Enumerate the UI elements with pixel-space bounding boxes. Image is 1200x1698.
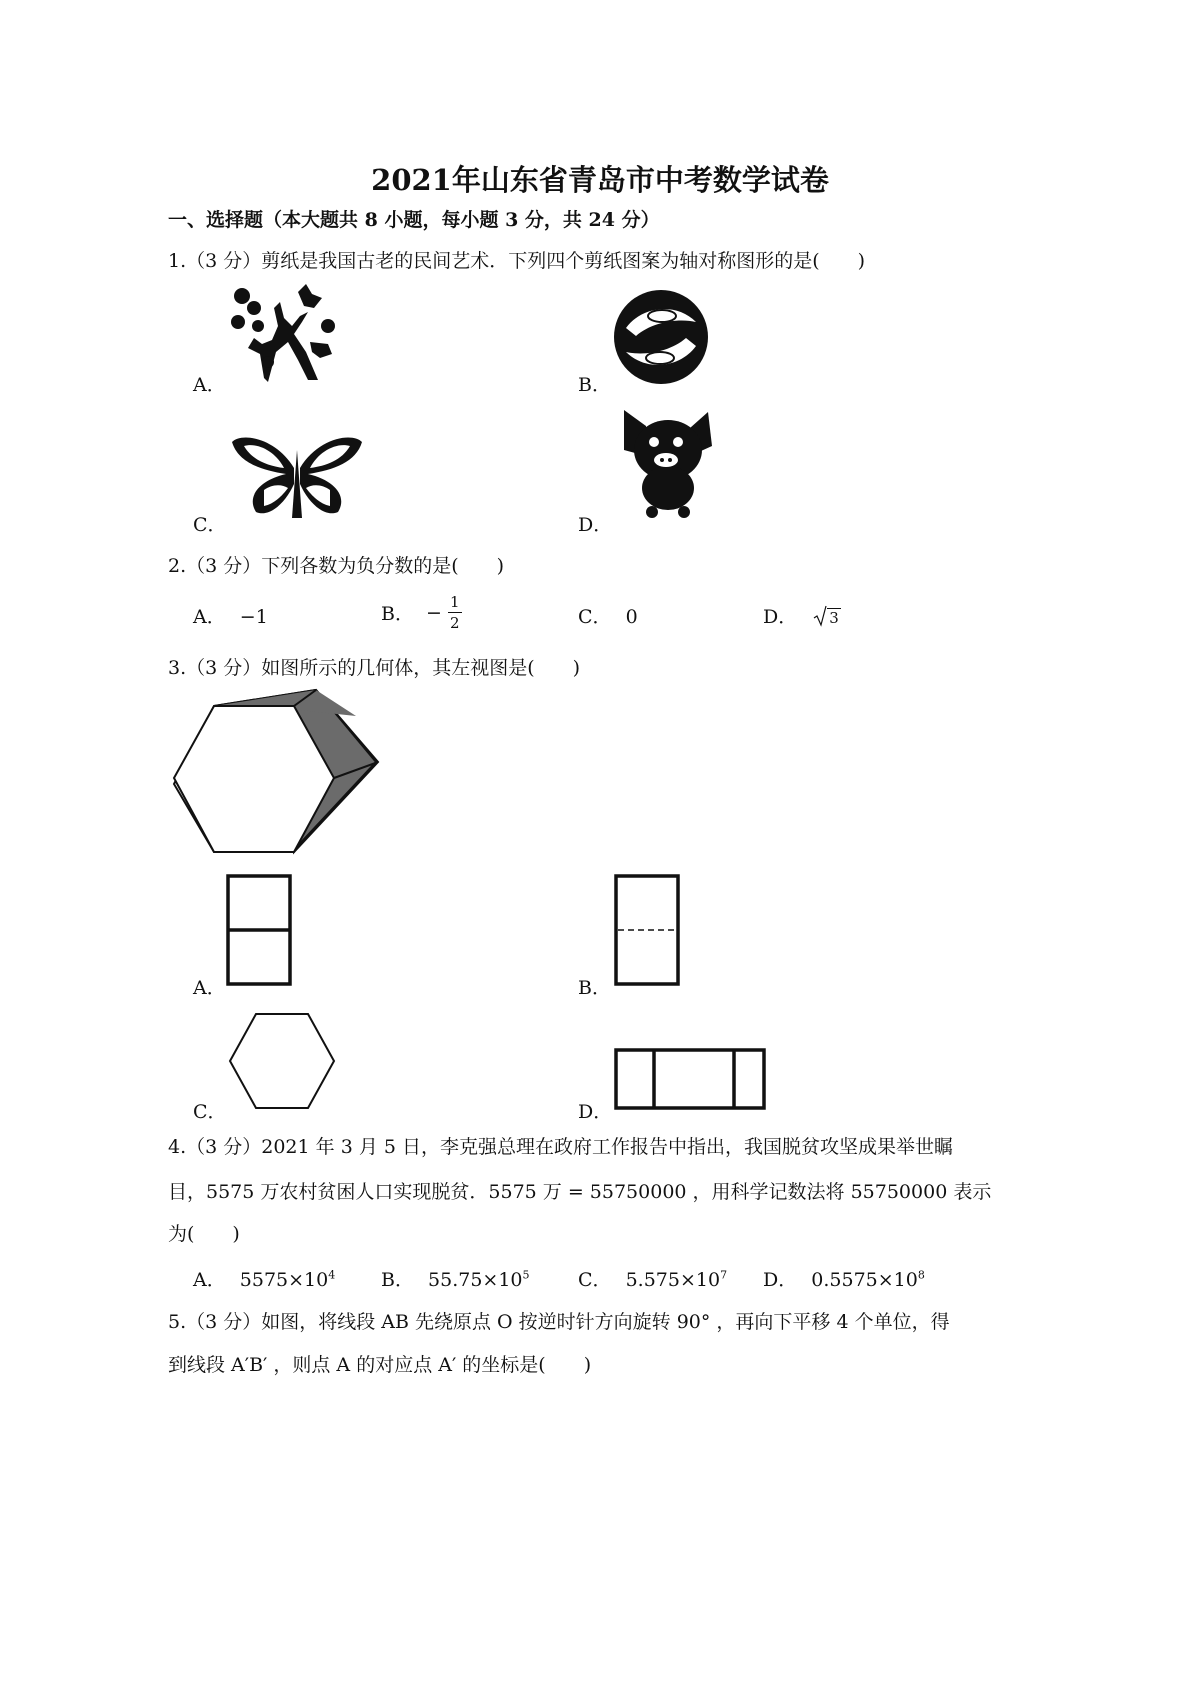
- q4-option-b-exponent: 5: [522, 1268, 530, 1282]
- q4-option-d-exponent: 8: [917, 1268, 925, 1282]
- q2-option-a-value: −1: [239, 606, 268, 628]
- view-c-hexagon: [228, 1012, 336, 1110]
- fraction-denominator: 2: [449, 614, 460, 632]
- q3-option-b-label: B．: [578, 977, 611, 999]
- q2-option-d-radicand: 3: [829, 609, 839, 627]
- q4-option-a-exponent: 4: [328, 1268, 336, 1282]
- q3-option-d-label: D．: [578, 1101, 613, 1123]
- question-1-stem: 1.（3 分）剪纸是我国古老的民间艺术．下列四个剪纸图案为轴对称图形的是( ): [168, 250, 866, 272]
- q2-option-a: [193, 602, 268, 629]
- q3-option-c-label: C．: [193, 1101, 227, 1123]
- q4-option-d: [763, 1265, 925, 1292]
- question-4-line-3: 为( ): [168, 1223, 240, 1245]
- q2-option-d-label: D．: [763, 606, 798, 628]
- section-heading: 一、选择题（本大题共 8 小题，每小题 3 分，共 24 分）: [168, 209, 660, 231]
- q2-option-b-sign: −: [426, 601, 442, 624]
- papercut-fish-circle-image: [612, 288, 710, 386]
- q4-option-b: [381, 1265, 530, 1292]
- q4-option-a: [193, 1265, 335, 1292]
- papercut-pig-image: [616, 406, 718, 518]
- question-5-line-2: 到线段 A′B′ ，则点 A 的对应点 A′ 的坐标是( ): [168, 1354, 592, 1376]
- sqrt-radical-icon: [813, 605, 827, 627]
- q1-option-c-label: C．: [193, 514, 227, 536]
- q2-option-b: [381, 592, 462, 633]
- q1-option-d-label: D．: [578, 514, 613, 536]
- q4-option-b-label: B．: [381, 1269, 414, 1291]
- q2-option-c: [578, 602, 638, 629]
- q1-option-a-label: A．: [193, 374, 226, 396]
- q4-option-d-label: D．: [763, 1269, 798, 1291]
- q2-option-b-label: B．: [381, 603, 414, 625]
- page-title: 2021年山东省青岛市中考数学试卷: [371, 163, 829, 197]
- q4-option-a-base: 5575×10: [239, 1269, 329, 1291]
- q2-option-a-label: A．: [193, 606, 226, 628]
- q1-option-b-label: B．: [578, 374, 611, 396]
- q4-option-d-base: 0.5575×10: [811, 1269, 918, 1291]
- hexagonal-prism-figure: [168, 686, 384, 856]
- view-b-dashed-rectangle: [614, 874, 680, 986]
- q4-option-c: [578, 1265, 727, 1292]
- question-4-line-2: 目，5575 万农村贫困人口实现脱贫．5575 万 = 55750000 ，用科学记数法将 55750000 表示: [168, 1181, 992, 1203]
- q4-option-a-label: A．: [193, 1269, 226, 1291]
- view-d-three-rectangles: [614, 1048, 766, 1110]
- question-3-stem: 3.（3 分）如图所示的几何体，其左视图是( ): [168, 657, 581, 679]
- papercut-butterfly-image: [230, 432, 364, 520]
- question-5-line-1: 5.（3 分）如图，将线段 AB 先绕原点 O 按逆时针方向旋转 90° ，再向下平移 4 个单位，得: [168, 1311, 950, 1333]
- fraction-numerator: 1: [449, 593, 460, 611]
- q2-option-c-value: 0: [625, 606, 638, 628]
- q2-option-d: [763, 602, 841, 629]
- q4-option-c-exponent: 7: [720, 1268, 728, 1282]
- question-4-line-1: 4.（3 分）2021 年 3 月 5 日，李克强总理在政府工作报告中指出，我国脱贫攻坚成果举世瞩: [168, 1136, 953, 1158]
- view-a-two-rectangles: [226, 874, 292, 986]
- q4-option-b-base: 55.75×10: [428, 1269, 523, 1291]
- q2-option-b-fraction: [448, 592, 462, 633]
- q4-option-c-base: 5.575×10: [625, 1269, 721, 1291]
- q3-option-a-label: A．: [193, 977, 226, 999]
- q4-option-c-label: C．: [578, 1269, 612, 1291]
- q2-option-c-label: C．: [578, 606, 612, 628]
- question-2-stem: 2.（3 分）下列各数为负分数的是( ): [168, 555, 505, 577]
- papercut-flowers-birds-image: [228, 282, 340, 386]
